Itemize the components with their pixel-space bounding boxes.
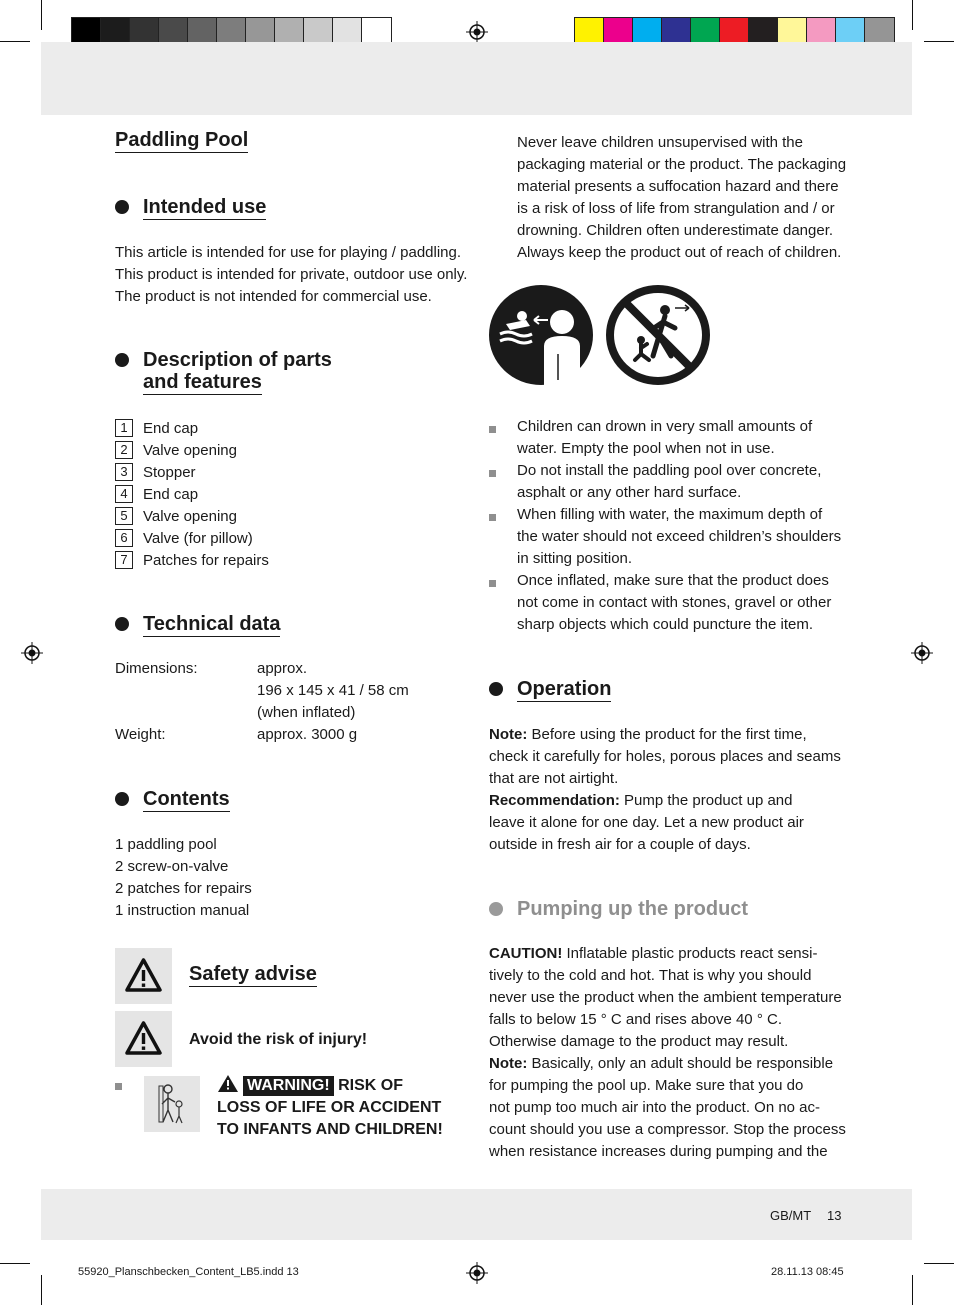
part-number-badge: 2 [115, 441, 133, 459]
technical-data-heading: Technical data [143, 613, 281, 635]
technical-data-table [115, 658, 409, 746]
part-number-badge: 1 [115, 419, 133, 437]
warning-triangle-icon [115, 1011, 172, 1067]
list-bullet-icon [489, 470, 496, 477]
parts-heading: Description of parts and features [143, 349, 332, 393]
supervision-warning-text: Never leave children unsupervised with the packaging material or the product. The packaging material presents a suffocation hazard and there is a risk of loss of life from strangulation and / or drowning. Children often underestimate danger. Always keep the product out of reach of children. [517, 134, 847, 261]
registration-mark-icon [466, 1262, 488, 1284]
warning-triangle-icon [115, 948, 172, 1004]
registration-mark-icon [911, 642, 933, 664]
section-bullet-icon [115, 617, 129, 631]
crop-mark [924, 1263, 954, 1264]
safety-heading: Safety advise [189, 963, 317, 985]
warning-triangle-icon [217, 1074, 239, 1093]
footer-language: GB/MT [770, 1208, 812, 1223]
pumping-heading: Pumping up the product [517, 898, 749, 920]
list-item: Do not install the paddling pool over concrete, asphalt or any other hard surface. [517, 462, 822, 501]
section-bullet-icon [115, 353, 129, 367]
contents-item: 2 screw-on-valve [115, 858, 229, 875]
registration-mark-icon [21, 642, 43, 664]
contents-item: 1 instruction manual [115, 902, 250, 919]
part-label: End cap [143, 419, 199, 437]
contents-item: 2 patches for repairs [115, 880, 252, 897]
operation-heading: Operation [517, 678, 612, 700]
list-item: Children can drown in very small amounts of water. Empty the pool when not in use. [517, 418, 813, 457]
part-label: End cap [143, 485, 199, 503]
supervise-children-icon [488, 284, 594, 386]
part-label: Valve opening [143, 507, 237, 525]
registration-mark-icon [466, 21, 488, 43]
crop-mark [0, 41, 30, 42]
part-label: Patches for repairs [143, 551, 269, 569]
warning-icon-box [115, 948, 172, 1004]
crop-mark [924, 41, 954, 42]
section-bullet-icon [489, 902, 503, 916]
parts-list-item [115, 417, 269, 439]
pumping-text: CAUTION! Inflatable plastic products react sensi- tively to the cold and hot. That is why you should never use the product when the ambient temperature falls to below 15 ° C and rises above 40 ° C. Otherwise damage to the product may result. Note: Basically, only an adult should be responsible for pumping the pool up. Make sure that you do not pump too much air into the product. On no ac- count should you use a compressor. Stop the process when resistance increases during pumping and the [489, 945, 846, 1160]
parts-list [115, 417, 269, 571]
part-number-badge: 6 [115, 529, 133, 547]
child-supervision-icon [144, 1076, 200, 1132]
page-number: 13 [827, 1208, 842, 1223]
parts-list-item [115, 527, 269, 549]
part-label: Stopper [143, 463, 196, 481]
section-bullet-icon [489, 682, 503, 696]
warning-label: WARNING! [243, 1076, 334, 1096]
part-number-badge: 3 [115, 463, 133, 481]
list-item: Once inflated, make sure that the product does not come in contact with stones, gravel or other sharp objects which could puncture the item. [517, 572, 832, 633]
contents-heading: Contents [143, 788, 230, 810]
part-number-badge: 7 [115, 551, 133, 569]
crop-mark [41, 0, 42, 30]
list-bullet-icon [489, 426, 496, 433]
weight-label: Weight: [115, 726, 166, 743]
parts-list-item [115, 505, 269, 527]
operation-text: Note: Before using the product for the first time, check it carefully for holes, porous places and seams that are not airtight. Recommendation: Pump the product up and leave it alone for one day. Let a new product air outside in fresh air for a couple of days. [489, 726, 841, 853]
dimensions-value: approx. 196 x 145 x 41 / 58 cm (when inflated) [257, 660, 409, 721]
part-number-badge: 5 [115, 507, 133, 525]
no-unattended-children-icon [605, 284, 711, 386]
section-bullet-icon [115, 200, 129, 214]
part-number-badge: 4 [115, 485, 133, 503]
header-band [41, 42, 912, 115]
intended-use-text: This article is intended for use for playing / paddling. This product is intended for private, outdoor use only. The product is not intended for commercial use. [115, 244, 468, 305]
page-title: Paddling Pool [115, 129, 249, 151]
intended-use-heading: Intended use [143, 196, 267, 218]
section-bullet-icon [115, 792, 129, 806]
parts-list-item [115, 549, 269, 571]
list-bullet-icon [489, 514, 496, 521]
dimensions-label: Dimensions: [115, 660, 198, 677]
avoid-injury-text: Avoid the risk of injury! [189, 1031, 368, 1048]
slug-date: 28.11.13 08:45 [771, 1266, 844, 1278]
part-label: Valve (for pillow) [143, 529, 253, 547]
list-item: When filling with water, the maximum depth of the water should not exceed children’s shoulders in sitting position. [517, 506, 842, 567]
parts-list-item [115, 439, 269, 461]
crop-mark [0, 1263, 30, 1264]
part-label: Valve opening [143, 441, 237, 459]
contents-item: 1 paddling pool [115, 836, 217, 853]
list-bullet-icon [115, 1083, 122, 1090]
warning-statement: WARNING! RISK OF LOSS OF LIFE OR ACCIDENT TO INFANTS AND CHILDREN! [217, 1074, 443, 1141]
weight-value: approx. 3000 g [257, 726, 358, 743]
warning-icon-box [115, 1011, 172, 1067]
list-bullet-icon [489, 580, 496, 587]
crop-mark [912, 0, 913, 30]
contents-list [115, 834, 252, 922]
crop-mark [912, 1275, 913, 1305]
parts-list-item [115, 461, 269, 483]
parts-list-item [115, 483, 269, 505]
crop-mark [41, 1275, 42, 1305]
slug-filename: 55920_Planschbecken_Content_LB5.indd 13 [78, 1266, 299, 1278]
